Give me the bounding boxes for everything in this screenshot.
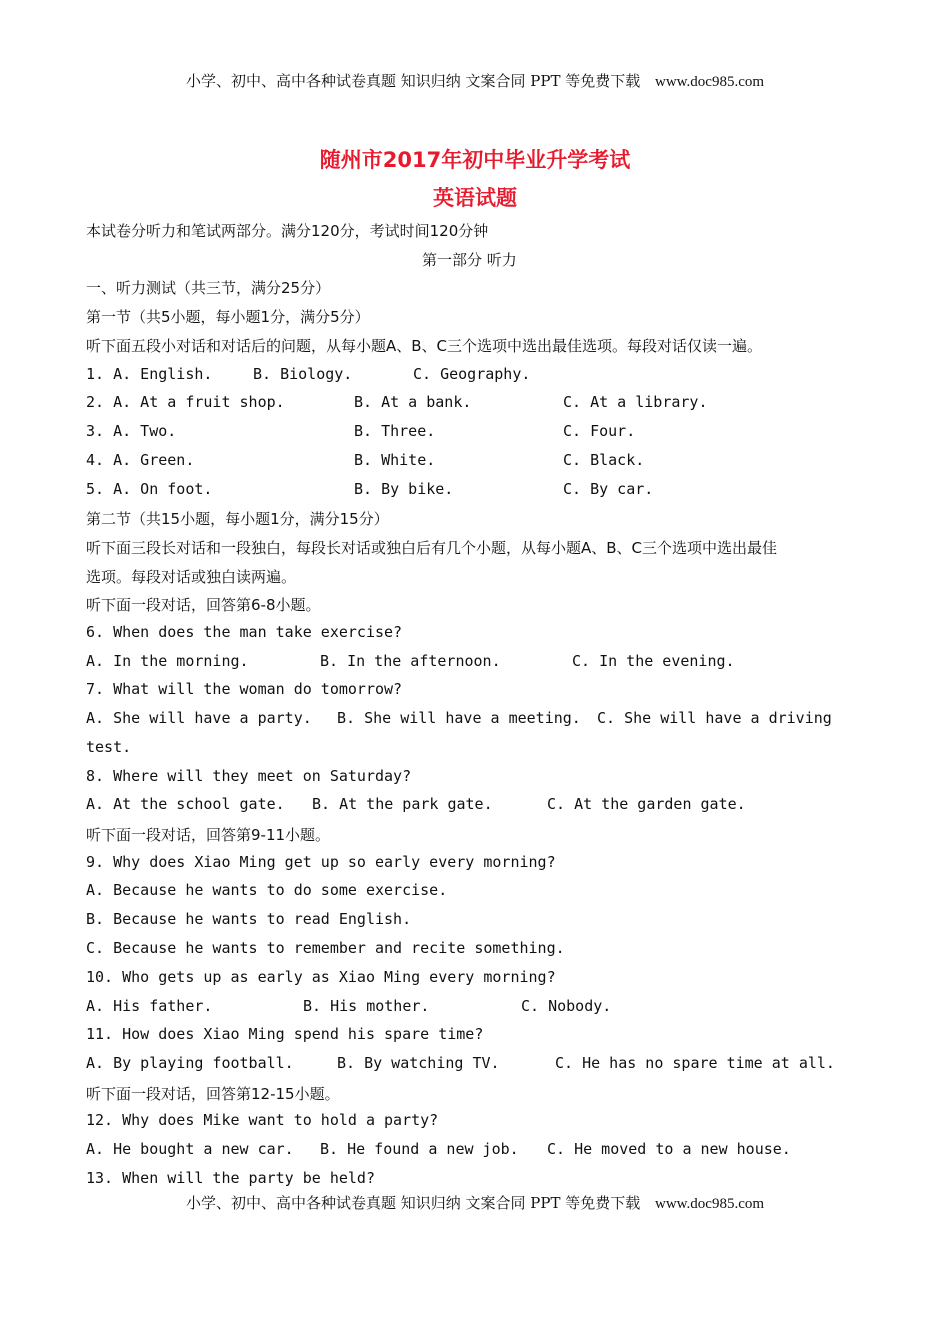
q11-option-c: C. He has no spare time at all. bbox=[555, 1054, 835, 1072]
header-text: 小学、初中、高中各种试卷真题 知识归纳 文案合同 PPT 等免费下载 bbox=[185, 72, 641, 90]
q9-option-a: A. Because he wants to do some exercise. bbox=[86, 881, 448, 899]
dialogue-instruction: 听下面一段对话，回答第6-8小题。 bbox=[86, 596, 321, 614]
q12-option-b: B. He found a new job. bbox=[320, 1140, 519, 1158]
directions: 听下面三段长对话和一段独白，每段长对话或独白后有几个小题，从每小题A、B、C三个选项中选出最佳 bbox=[86, 539, 778, 557]
q9-question: 9. Why does Xiao Ming get up so early every morning? bbox=[86, 853, 556, 871]
q5-option-c: C. By car. bbox=[563, 480, 654, 498]
q11-option-a: A. By playing football. bbox=[86, 1054, 294, 1072]
page-header bbox=[0, 70, 950, 91]
directions: 选项。每段对话或独白读两遍。 bbox=[86, 568, 297, 586]
q3-option-b: B. Three. bbox=[354, 422, 436, 440]
q2-option-b: B. At a bank. bbox=[354, 393, 472, 411]
q5-option-b: B. By bike. bbox=[354, 480, 454, 498]
q1-option-b: B. Biology. bbox=[253, 365, 353, 383]
q10-option-b: B. His mother. bbox=[303, 997, 430, 1015]
q7-option-c-continued: test. bbox=[86, 738, 132, 756]
q1-option-a: 1. A. English. bbox=[86, 365, 213, 383]
q2-option-a: 2. A. At a fruit shop. bbox=[86, 393, 285, 411]
dialogue-instruction: 听下面一段对话，回答第9-11小题。 bbox=[86, 826, 331, 844]
part-heading: 第一部分 听力 bbox=[422, 251, 517, 269]
q8-option-a: A. At the school gate. bbox=[86, 795, 285, 813]
q2-option-c: C. At a library. bbox=[563, 393, 708, 411]
q7-question: 7. What will the woman do tomorrow? bbox=[86, 680, 403, 698]
q4-option-b: B. White. bbox=[354, 451, 436, 469]
q8-option-b: B. At the park gate. bbox=[312, 795, 493, 813]
q4-option-c: C. Black. bbox=[563, 451, 645, 469]
dialogue-instruction: 听下面一段对话，回答第12-15小题。 bbox=[86, 1085, 340, 1103]
section-heading: 一、听力测试（共三节，满分25分） bbox=[86, 279, 331, 297]
q10-option-c: C. Nobody. bbox=[521, 997, 612, 1015]
q3-option-c: C. Four. bbox=[563, 422, 636, 440]
q12-question: 12. Why does Mike want to hold a party? bbox=[86, 1111, 439, 1129]
header-url[interactable]: www.doc985.com bbox=[655, 74, 765, 90]
q6-option-b: B. In the afternoon. bbox=[320, 652, 501, 670]
q9-option-c: C. Because he wants to remember and recite something. bbox=[86, 939, 565, 957]
q11-option-b: B. By watching TV. bbox=[337, 1054, 500, 1072]
q7-option-a: A. She will have a party. bbox=[86, 709, 312, 727]
exam-subtitle: 英语试题 bbox=[433, 186, 517, 210]
q12-option-a: A. He bought a new car. bbox=[86, 1140, 294, 1158]
footer-url[interactable]: www.doc985.com bbox=[655, 1196, 765, 1212]
subsection-heading: 第二节（共15小题，每小题1分，满分15分） bbox=[86, 510, 389, 528]
q13-question: 13. When will the party be held? bbox=[86, 1169, 375, 1187]
q3-option-a: 3. A. Two. bbox=[86, 422, 177, 440]
q1-option-c: C. Geography. bbox=[413, 365, 531, 383]
subsection-heading: 第一节（共5小题，每小题1分，满分5分） bbox=[86, 308, 370, 326]
directions: 听下面五段小对话和对话后的问题，从每小题A、B、C三个选项中选出最佳选项。每段对话仅读一遍。 bbox=[86, 337, 763, 355]
q4-option-a: 4. A. Green. bbox=[86, 451, 195, 469]
q10-option-a: A. His father. bbox=[86, 997, 213, 1015]
q8-option-c: C. At the garden gate. bbox=[547, 795, 746, 813]
q8-question: 8. Where will they meet on Saturday? bbox=[86, 767, 412, 785]
q6-option-c: C. In the evening. bbox=[572, 652, 735, 670]
q9-option-b: B. Because he wants to read English. bbox=[86, 910, 412, 928]
q11-question: 11. How does Xiao Ming spend his spare time? bbox=[86, 1025, 484, 1043]
page-footer bbox=[0, 1192, 950, 1213]
exam-title: 随州市2017年初中毕业升学考试 bbox=[319, 148, 631, 172]
intro-text: 本试卷分听力和笔试两部分。满分120分，考试时间120分钟 bbox=[86, 222, 489, 240]
q7-option-c: C. She will have a driving bbox=[597, 709, 832, 727]
footer-text: 小学、初中、高中各种试卷真题 知识归纳 文案合同 PPT 等免费下载 bbox=[185, 1194, 641, 1212]
q6-option-a: A. In the morning. bbox=[86, 652, 249, 670]
q10-question: 10. Who gets up as early as Xiao Ming every morning? bbox=[86, 968, 556, 986]
q7-option-b: B. She will have a meeting. bbox=[337, 709, 581, 727]
q6-question: 6. When does the man take exercise? bbox=[86, 623, 403, 641]
q5-option-a: 5. A. On foot. bbox=[86, 480, 213, 498]
q12-option-c: C. He moved to a new house. bbox=[547, 1140, 791, 1158]
